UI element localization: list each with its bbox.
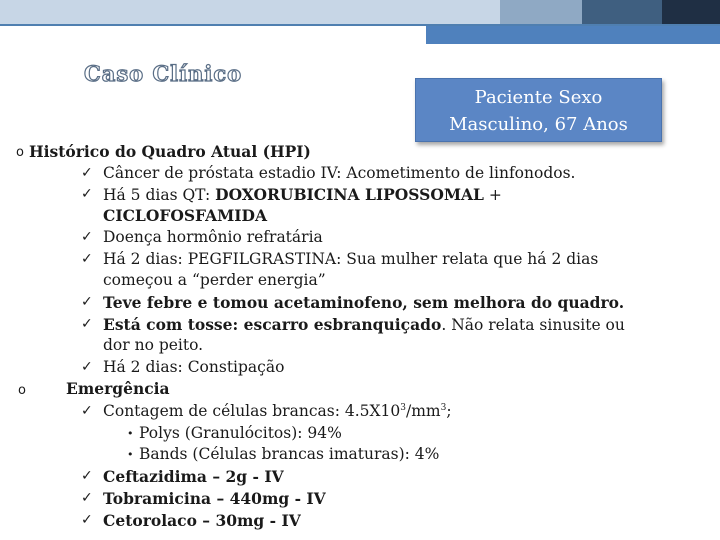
slide-title: Caso Clínico (84, 61, 243, 86)
hollow-bullet-icon: o (16, 145, 24, 160)
hpi-item: Teve febre e tomou acetaminofeno, sem melhora do quadro. (103, 293, 625, 312)
checkmark-icon: ✓ (81, 294, 93, 310)
checkmark-icon: ✓ (81, 251, 93, 267)
hpi-item: Está com tosse: escarro esbranquiçado. Não relata sinusite ou (103, 315, 625, 334)
hpi-item: Há 2 dias: PEGFILGRASTINA: Sua mulher relata que há 2 dias (103, 250, 599, 268)
checkmark-icon: ✓ (81, 490, 93, 506)
medication-item: Tobramicina – 440mg - IV (103, 489, 326, 508)
medication-item: Ceftazidima – 2g - IV (103, 467, 284, 486)
hpi-item: Há 5 dias QT: DOXORUBICINA LIPOSSOMAL + (103, 185, 502, 204)
emergencia-heading: Emergência (66, 379, 170, 398)
hollow-bullet-icon: o (18, 383, 26, 398)
hpi-heading: Histórico do Quadro Atual (HPI) (29, 142, 311, 161)
hpi-item-continuation: CICLOFOSFAMIDA (103, 206, 268, 225)
checkmark-icon: ✓ (81, 468, 93, 484)
wbc-sub-item: Polys (Granulócitos): 94% (139, 424, 342, 442)
hpi-item-continuation: dor no peito. (103, 336, 204, 354)
bullet-dot-icon: • (127, 427, 134, 440)
wbc-sub-item: Bands (Células brancas imaturas): 4% (139, 445, 440, 463)
hpi-item: Há 2 dias: Constipação (103, 358, 285, 376)
checkmark-icon: ✓ (81, 359, 93, 375)
checkmark-icon: ✓ (81, 403, 93, 419)
hpi-item: Doença hormônio refratária (103, 228, 323, 246)
wbc-count: Contagem de células brancas: $4.5X10^3/mm^3$; (103, 402, 452, 420)
medication-item: Cetorolaco – 30mg - IV (103, 511, 301, 530)
callout-line-1: Paciente Sexo (474, 87, 603, 108)
callout-line-2: Masculino, 67 Anos (449, 114, 628, 135)
checkmark-icon: ✓ (81, 165, 93, 181)
checkmark-icon: ✓ (81, 186, 93, 202)
hpi-item-continuation: começou a “perder energia” (103, 271, 326, 289)
bullet-dot-icon: • (127, 448, 134, 461)
checkmark-icon: ✓ (81, 512, 93, 528)
checkmark-icon: ✓ (81, 229, 93, 245)
checkmark-icon: ✓ (81, 316, 93, 332)
hpi-item: Câncer de próstata estadio IV: Acometimento de linfonodos. (103, 164, 576, 182)
